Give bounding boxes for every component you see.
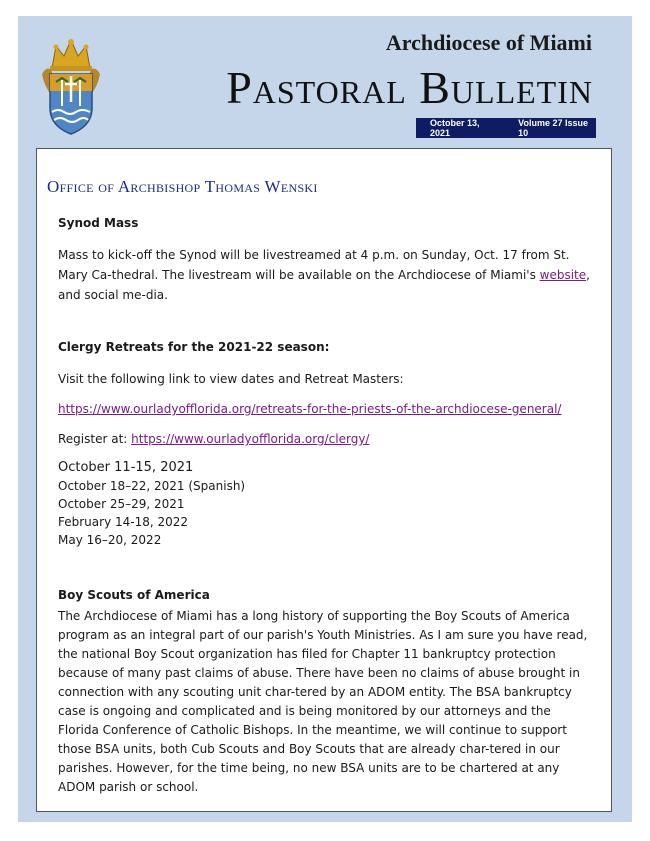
retreat-date: October 25–29, 2021 bbox=[58, 497, 185, 511]
section-title: Office of Archbishop Thomas Wenski bbox=[47, 177, 318, 196]
retreats-heading: Clergy Retreats for the 2021-22 season: bbox=[58, 340, 330, 354]
retreat-dates bbox=[58, 459, 590, 549]
retreat-date: May 16–20, 2022 bbox=[58, 533, 162, 547]
synod-body bbox=[58, 245, 590, 305]
issue-date: October 13, 2021 bbox=[430, 118, 480, 138]
section-content bbox=[58, 213, 590, 797]
issue-volume: Volume 27 Issue 10 bbox=[518, 118, 588, 138]
scouts-body: The Archdiocese of Miami has a long history of supporting the Boy Scouts of America program as an integral part of our parish's Youth Ministries. As I am sure you have read, the national Boy Scout organization has filed for Chapter 11 bankruptcy protection because of many past claims of abuse. There have been no claims of abuse brought in connection with any scouting unit char-tered by an ADOM entity. The BSA bankruptcy case is ongoing and complicated and is being monitored by our attorneys and the Florida Conference of Catholic Bishops. In the meantime, we will continue to support those BSA units, both Cub Scouts and Boy Scouts that are already char-tered in our parishes. However, for the time being, no new BSA units are to be chartered at any ADOM parish or school. bbox=[58, 609, 588, 794]
synod-heading: Synod Mass bbox=[58, 216, 139, 230]
retreats-link[interactable]: https://www.ourladyofflorida.org/retreats-for-the-priests-of-the-archdiocese-general/ bbox=[58, 402, 562, 416]
retreat-date: October 11-15, 2021 bbox=[58, 460, 194, 475]
website-link[interactable]: website bbox=[539, 268, 587, 282]
register-line bbox=[58, 429, 590, 449]
content-card bbox=[36, 148, 612, 812]
masthead-subtitle: Archdiocese of Miami bbox=[385, 30, 592, 55]
issue-bar bbox=[416, 118, 596, 138]
retreats-link-line bbox=[58, 399, 590, 419]
retreat-date: February 14-18, 2022 bbox=[58, 515, 189, 529]
register-label: Register at: bbox=[58, 432, 132, 446]
scouts-heading: Boy Scouts of America bbox=[58, 588, 210, 602]
synod-text-before: Mass to kick-off the Synod will be livestreamed at 4 p.m. on Sunday, Oct. 17 from St. Mary Ca-thedral. The livestream will be available on the Archdiocese of Miami's bbox=[58, 248, 570, 282]
retreats-intro: Visit the following link to view dates and Retreat Masters: bbox=[58, 372, 404, 386]
register-link[interactable]: https://www.ourladyofflorida.org/clergy/ bbox=[131, 432, 370, 446]
retreat-date: October 18–22, 2021 (Spanish) bbox=[58, 479, 246, 493]
masthead-title: Pastoral Bulletin bbox=[226, 62, 593, 113]
synod-text-after: , and social me-dia. bbox=[58, 268, 590, 302]
archdiocese-crest-icon bbox=[38, 36, 104, 136]
